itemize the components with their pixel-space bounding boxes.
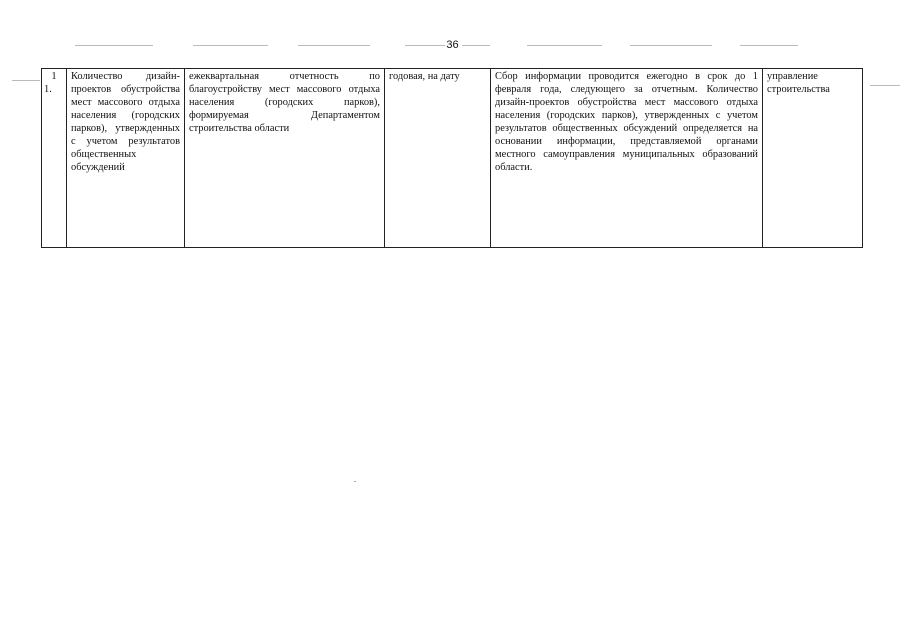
indicator-name-cell: Количество дизайн-проектов обустройства мест массового отдыха населения (городских парков), утвержденных с учетом результатов общественных обсуждений [67, 69, 185, 248]
periodicity-cell: годовая, на дату [385, 69, 491, 248]
header-rule [462, 45, 490, 46]
margin-rule [870, 85, 900, 86]
row-number-line2: 1. [44, 84, 52, 95]
row-number-cell [42, 69, 67, 248]
header-rule [527, 45, 602, 46]
data-source-cell: ежеквартальная отчетность по благоустройству мест массового отдыха населения (городских парков), формируемая Департаментом строительства области [185, 69, 385, 248]
header-rule [298, 45, 370, 46]
indicator-table [41, 68, 863, 248]
scan-speck [354, 481, 356, 482]
responsible-cell: управление строительства [763, 69, 863, 248]
table-row [42, 69, 863, 248]
header-rule [75, 45, 153, 46]
calculation-method-cell: Сбор информации проводится ежегодно в срок до 1 февраля года, следующего за отчетным. Количество дизайн-проектов обустройства мест массового отдыха населения (городских парков), утвержденных с учетом результатов общественных обсуждений определяется на основании информации, представляемой органами местного самоуправления муниципальных образований области. [491, 69, 763, 248]
margin-rule [12, 80, 40, 81]
row-number-line1: 1 [51, 71, 57, 82]
header-rule [405, 45, 445, 46]
page-number: 36 [446, 39, 459, 51]
header-rule [193, 45, 268, 46]
header-rule [740, 45, 798, 46]
header-rule [630, 45, 712, 46]
